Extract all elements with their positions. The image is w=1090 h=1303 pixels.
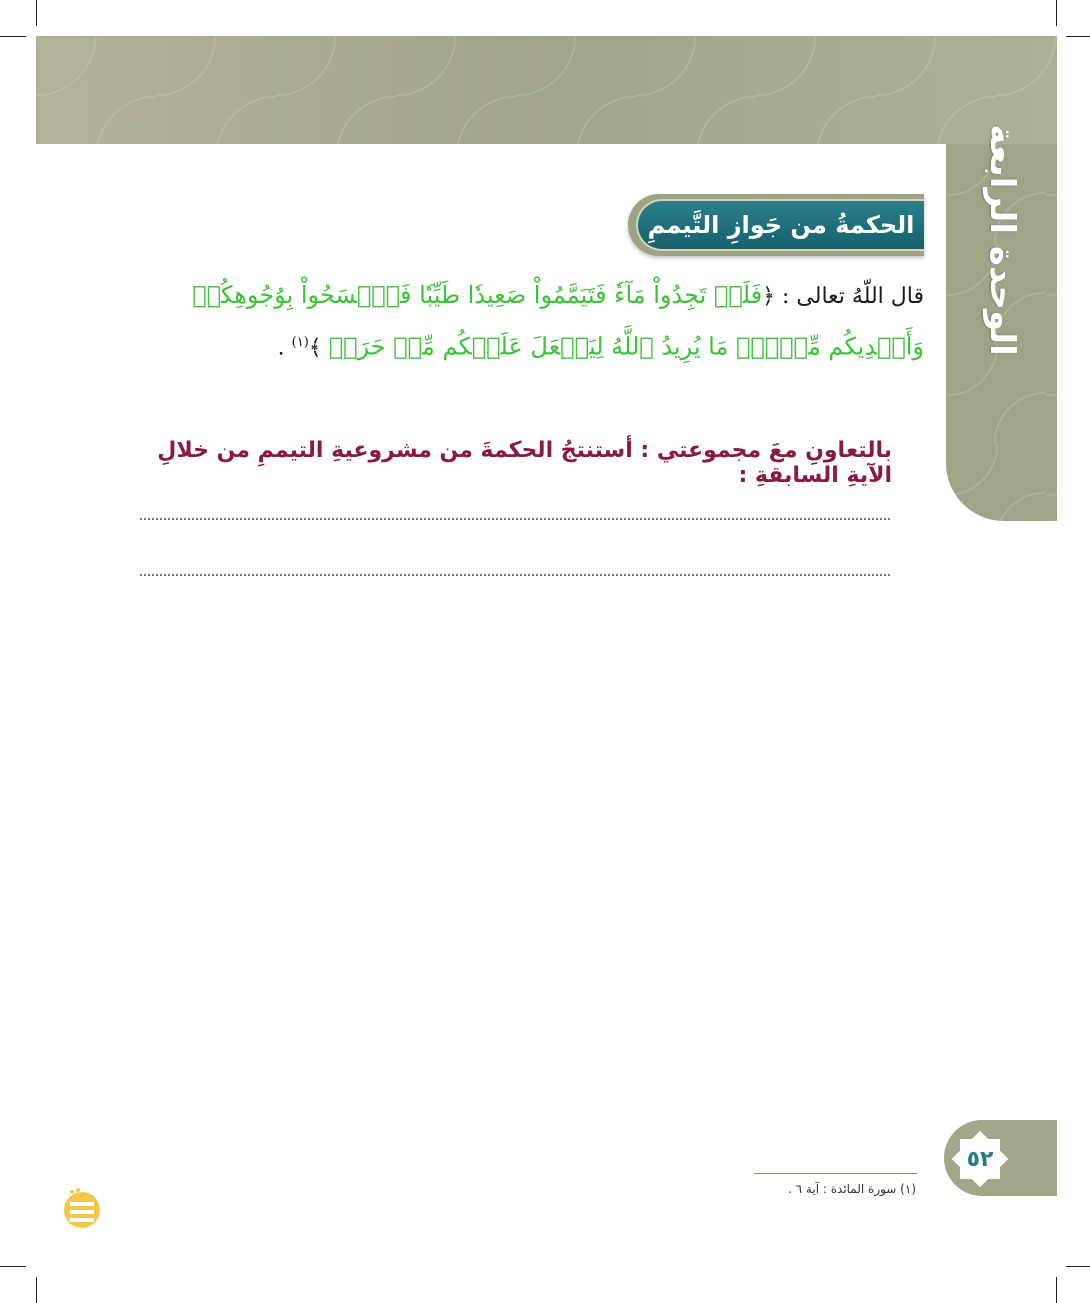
crop-mark	[0, 1266, 26, 1267]
section-title: الحكمةُ من جَوازِ التَّيممِ	[647, 211, 915, 239]
crop-mark	[1066, 36, 1090, 37]
footnote-divider	[754, 1173, 917, 1174]
quran-verse-paragraph	[134, 272, 924, 371]
footnote: (١) سورة المائدة : آية ٦ .	[788, 1182, 916, 1196]
unit-label: الوحدة الرابعة	[982, 124, 1022, 356]
answer-line[interactable]	[140, 574, 890, 576]
ayah-text: فَلَمۡ تَجِدُواْ مَآءٗ فَتَيَمَّمُواْ صَعِيدٗا طَيِّبٗا فَٱمۡسَحُواْ بِوُجُوهِكُمۡ وَأَيۡدِيكُم مِّنۡهُۚ مَا يُرِيدُ ٱللَّهُ لِيَجۡعَلَ عَلَيۡكُم مِّنۡ حَرَجٖ	[192, 281, 924, 361]
crop-mark	[36, 0, 37, 26]
activity-prompt: بالتعاونِ معَ مجموعتي : أستنتجُ الحكمةَ من مشروعيةِ التيممِ من خلالِ الآيةِ السابقةِ :	[157, 438, 892, 488]
crop-mark	[1056, 0, 1057, 26]
crop-mark	[1056, 1277, 1057, 1303]
section-title-inner	[636, 199, 924, 251]
verse-intro: قال اللّهُ تعالى :	[775, 284, 924, 309]
footnote-reference: (١)	[291, 335, 309, 350]
verse-close-bracket: ﴾	[308, 335, 322, 361]
page-number: ٥٢	[966, 1146, 994, 1172]
section-title-pill	[628, 194, 924, 256]
crop-mark	[1066, 1266, 1090, 1267]
crop-mark	[0, 36, 26, 37]
verse-open-bracket: ﴿	[762, 284, 776, 309]
crop-mark	[36, 1277, 37, 1303]
publisher-logo-icon	[60, 1186, 104, 1230]
verse-end: .	[277, 335, 292, 361]
answer-line[interactable]	[140, 518, 890, 520]
header-pattern-banner	[36, 36, 1057, 144]
